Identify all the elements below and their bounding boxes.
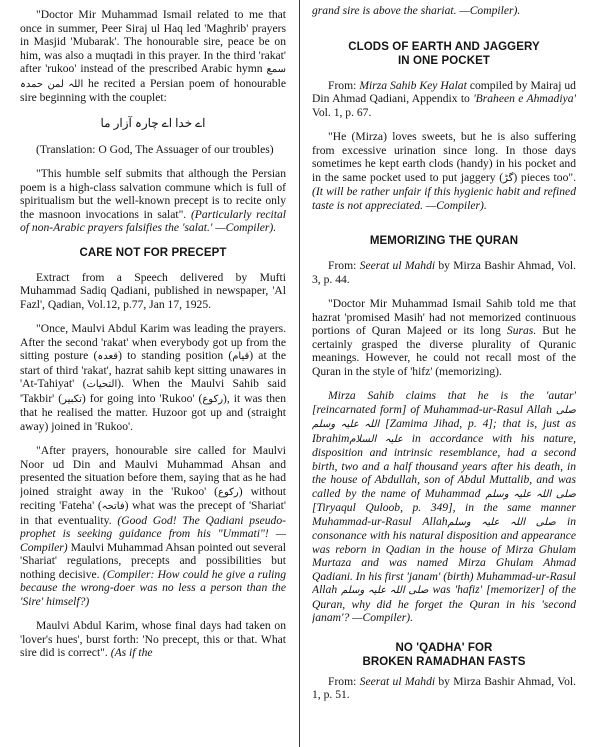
paragraph-speech-extract: Extract from a Speech delivered by Mufti Muhammad Sadiq Qadiani, published in newspaper, 'Al Fazl', Qadian, Vol.12, p.77, Jan 17, 1925. [20, 270, 286, 311]
paragraph-final-days: Maulvi Abdul Karim, whose final days had taken on 'lover's hues', burst forth: 'No precept, this or that. What sire did is correct". (As if the [20, 619, 286, 659]
urdu-term: فاتحہ [101, 501, 125, 512]
left-column [20, 0, 286, 747]
heading-care-not-for-precept: CARE NOT FOR PRECEPT [79, 246, 227, 259]
reference-mirza-sahib-key-halat: From: Mirza Sahib Key Halat compiled by Mairaj ud Din Ahmad Qadiani, Appendix to 'Braheen e Ahmadiya' Vol. 1, p. 67. [312, 78, 576, 119]
urdu-term: قعدہ [97, 351, 119, 362]
paragraph-autar-claim: Mirza Sahib claims that he is the 'autar' [reincarnated form] of Muhammad-ur-Rasul Allah صلی اللہ علیہ وسلم [Zamima Jihad, p. 4]; that is, just as Ibrahimعلیہ السلام in accordance with his nature, disposition and intrinsic resemblance, had a second birth, two and a half thousand years after his death, in the house of Abdullah, son of Abdul Muttalib, and was called by the name of Muhammad صلی اللہ علیہ وسلم [Tiryaqul Quloob, p. 349], in the same manner Muhammad-ur-Rasul Allahصلی اللہ علیہ وسلم in consonance with his natural disposition and appearance was reborn in Qadian in the house of Mirza Ghulam Murtaza and was named Mirza Ghulam Ahmad Qadiani. In his first 'janam' (birth) Muhammad-ur-Rasul Allah صلی اللہ علیہ وسلم was 'hafiz' [memorizer] of the Quran, why did he forget the Quran in his 'second janam'? —Compiler). [312, 389, 576, 624]
urdu-honorific: صلی اللہ علیہ وسلم [312, 404, 576, 430]
paragraph-humble-self: "This humble self submits that although the Persian poem is a high-class salvation commune which is full of spiritualism but the well-known precept is to recite only the masnoon invocations in salat". (Particularly recital of non-Arabic prayers falsifies the 'salat.' —Compiler). [20, 167, 286, 234]
paragraph-ismail-account: "Doctor Mir Muhammad Ismail related to me that once in summer, Peer Siraj ul Haq led 'Maghrib' prayers in Masjid 'Mubarak'. The honourable sire, peace be on him, was also a muqtadi in this prayer. In the third 'rakat' after 'rukoo' instead of the prescribed Arabic hymn سمع اللہ لمن حمدہ he recited a Persian poem of honourable sire beginning with the couplet: [20, 8, 286, 104]
continued-compiler-note: grand sire is above the shariat. —Compiler). [312, 4, 521, 17]
urdu-honorific: صلی اللہ علیہ وسلم [447, 516, 556, 528]
urdu-honorific: علیہ السلام [349, 433, 403, 445]
reference-seerat-ul-mahdi-vol1: From: Seerat ul Mahdi by Mirza Bashir Ahmad, Vol. 1, p. 51. [312, 674, 576, 701]
heading-qadha-line-2: BROKEN RAMADHAN FASTS [362, 655, 526, 668]
column-divider [299, 0, 300, 747]
urdu-term: رکوع [202, 393, 224, 405]
paragraph-abdul-karim-prayer: "Once, Maulvi Abdul Karim was leading the prayers. After the second 'rakat' when everybody got up from the sitting posture (قعدہ) to standing position (قیام) at the start of third 'rakat', hazrat sahib kept sitting unawares in 'At-Tahiyat' (التحیات). When the Maulvi Sahib said 'Takbir' (تکبیر) for going into 'Rukoo' (رکوع), it was then that he realised the matter. Huzoor got up and (straight away) joined in 'Rukoo'. [20, 322, 286, 433]
translation-note: (Translation: O God, The Assuager of our troubles) [36, 142, 274, 156]
urdu-term: قیام [232, 351, 250, 362]
urdu-term: رکوع [218, 486, 239, 498]
urdu-term: تکبیر [62, 393, 82, 405]
urdu-honorific: صلی اللہ علیہ وسلم [485, 488, 576, 500]
heading-memorizing-quran: MEMORIZING THE QURAN [369, 235, 519, 247]
urdu-term: سمع اللہ لمن حمدہ [20, 64, 286, 90]
heading-clods-line-1: CLODS OF EARTH AND JAGGERY [348, 40, 540, 53]
paragraph-sweets: "He (Mirza) loves sweets, but he is also suffering from excessive urination since long. In those days sometimes he kept earth clods (handy) in his pocket and in the same pocket used to put jaggery (گڑ) pieces too". (It will be rather unfair if this hygienic habit and refined taste is not appreciated. —Compiler). [312, 130, 576, 212]
urdu-honorific: صلی اللہ علیہ وسلم [341, 585, 429, 596]
right-column [312, 0, 576, 747]
paragraph-after-prayers: "After prayers, honourable sire called for Maulvi Noor ud Din and Maulvi Muhammad Ahsan and presented the situation before them, saying that as he had joined straight away in the 'Rukoo' (رکوع) without reciting 'Fateha' (فاتحہ) what was the precept of 'Shariat' in that eventuality. (Good God! The Qadiani pseudo-prophet is seeking guidance from his "Ummati"! —Compiler) Maulvi Muhammad Ahsan pointed out several 'Shariat' regulations, precepts and possibilities but nothing decisive. (Compiler: How could he give a ruling because the wrong-doer was no less a person than the 'Sire' himself?) [20, 444, 286, 608]
urdu-term: التحیات [86, 379, 118, 390]
heading-clods-line-2: IN ONE POCKET [397, 54, 491, 67]
heading-qadha-line-1: NO 'QADHA' FOR [395, 641, 493, 654]
persian-couplet: اے خدا اے چارہ آزار ما [100, 115, 206, 130]
urdu-term: گڑ [503, 172, 514, 184]
reference-seerat-ul-mahdi-vol3: From: Seerat ul Mahdi by Mirza Bashir Ahmad, Vol. 3, p. 44. [312, 259, 576, 286]
paragraph-memorization: "Doctor Mir Muhammad Ismail Sahib told me that hazrat 'promised Masih' had not memorized continuous portions of Quran Majeed or its long Suras. But he certainly grasped the diverse plurality of Quranic meanings. However, he could not recall most of the Quran in the style of 'hifz' (memorizing). [312, 297, 576, 378]
